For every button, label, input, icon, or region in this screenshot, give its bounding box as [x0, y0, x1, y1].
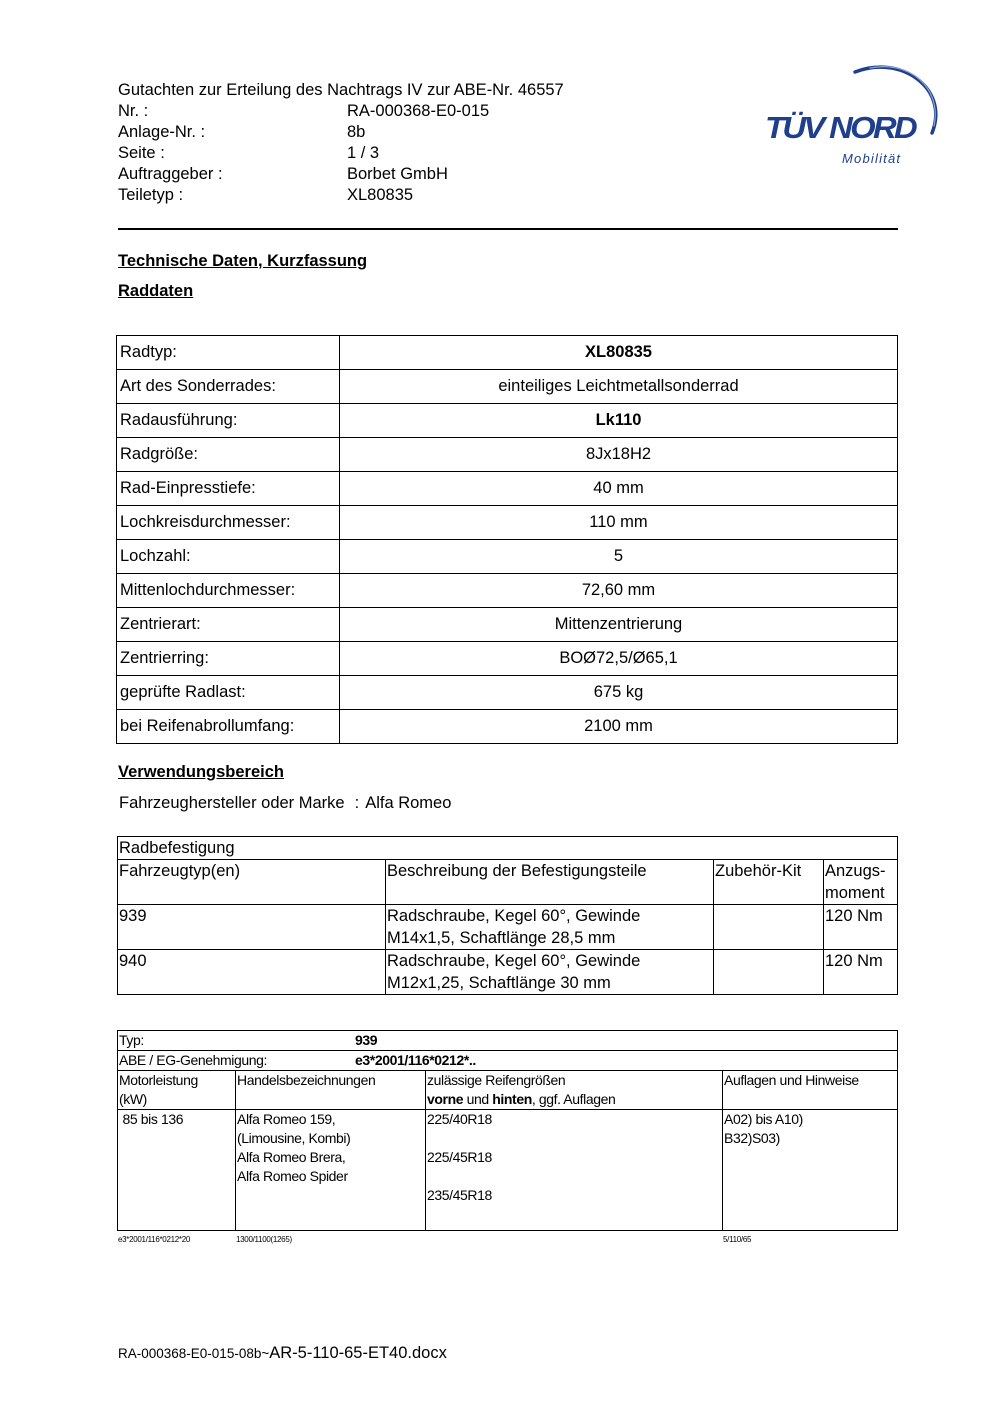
header-field-value: RA-000368-E0-015 — [347, 102, 490, 120]
reifen-und: und — [463, 1091, 493, 1107]
header-field-teiletyp — [118, 185, 564, 206]
row-label: Lochzahl: — [117, 540, 340, 574]
reifen-size: 225/40R18 — [427, 1111, 492, 1127]
section-title-technische-daten: Technische Daten, Kurzfassung — [118, 252, 368, 270]
typ-row — [118, 1031, 898, 1051]
table-row — [117, 676, 898, 710]
header-title-row — [118, 80, 564, 101]
motor-value: 85 bis 136 — [122, 1111, 184, 1127]
auflagen-line: B32)S03) — [724, 1130, 780, 1146]
header-field-value: 1 / 3 — [347, 144, 380, 162]
header-field-nr — [118, 101, 564, 122]
cell-motor — [118, 1110, 236, 1231]
reifen-hinten: hinten — [492, 1091, 532, 1107]
logo-subtitle: Mobilität — [842, 151, 902, 166]
table-header-row — [118, 860, 898, 905]
handel-line: (Limousine, Kombi) — [237, 1130, 351, 1146]
table-row — [117, 506, 898, 540]
header-field-label: Anlage-Nr. : — [118, 123, 206, 141]
table-row — [117, 472, 898, 506]
header-handelsbezeichnungen: Handelsbezeichnungen — [236, 1071, 426, 1110]
footnote-bolt: 5/110/65 — [723, 1235, 752, 1244]
header-field-value: XL80835 — [347, 186, 414, 204]
row-value: einteiliges Leichtmetallsonderrad — [340, 370, 898, 404]
header-fahrzeugtyp: Fahrzeugtyp(en) — [118, 860, 386, 905]
radbefestigung-title: Radbefestigung — [118, 837, 898, 860]
footer-doc-prefix: RA-000368-E0-015-08b~ — [118, 1346, 270, 1361]
cell-anzug: 120 Nm — [824, 950, 898, 995]
cell-typ: 939 — [118, 905, 386, 950]
table-row — [118, 905, 898, 950]
header-beschreibung: Beschreibung der Befestigungsteile — [386, 860, 714, 905]
logo-brand: TÜV NORD — [765, 110, 918, 145]
motor-line1: Motorleistung — [119, 1072, 198, 1088]
manufacturer-line — [119, 794, 451, 813]
manufacturer-separator: : — [354, 794, 360, 812]
document-header — [118, 80, 564, 206]
abe-label: ABE / EG-Genehmigung: — [119, 1052, 268, 1068]
row-value: 8Jx18H2 — [340, 438, 898, 472]
header-anzug-line1: Anzugs- — [825, 862, 886, 880]
row-value: BOØ72,5/Ø65,1 — [340, 642, 898, 676]
row-label: Radgröße: — [117, 438, 340, 472]
header-zubehoer: Zubehör-Kit — [714, 860, 824, 905]
header-field-label: Auftraggeber : — [118, 165, 223, 183]
header-field-value: Borbet GmbH — [347, 165, 448, 183]
abe-value: e3*2001/116*0212*.. — [355, 1052, 476, 1068]
cell-beschreibung — [386, 950, 714, 995]
row-label: Rad-Einpresstiefe: — [117, 472, 340, 506]
row-value: 2100 mm — [340, 710, 898, 744]
footnote-displacement: 1300/1100(1265) — [236, 1235, 292, 1244]
reifen-size: 225/45R18 — [427, 1149, 492, 1165]
row-value: Mittenzentrierung — [340, 608, 898, 642]
row-value: 72,60 mm — [340, 574, 898, 608]
row-label: Zentrierart: — [117, 608, 340, 642]
beschreibung-line1: Radschraube, Kegel 60°, Gewinde — [387, 952, 641, 970]
handel-line: Alfa Romeo Spider — [237, 1168, 348, 1184]
table-row — [117, 608, 898, 642]
header-auflagen: Auflagen und Hinweise — [723, 1071, 898, 1110]
typ-table — [117, 1030, 898, 1231]
row-label: Mittenlochdurchmesser: — [117, 574, 340, 608]
table-row — [117, 642, 898, 676]
row-label: bei Reifenabrollumfang: — [117, 710, 340, 744]
cell-zubehoer — [714, 905, 824, 950]
row-label: Art des Sonderrades: — [117, 370, 340, 404]
row-value: 5 — [340, 540, 898, 574]
abe-cell — [118, 1051, 898, 1071]
header-title: Gutachten zur Erteilung des Nachtrags IV zur ABE-Nr. 46557 — [118, 81, 564, 99]
cell-zubehoer — [714, 950, 824, 995]
table-row — [117, 336, 898, 370]
raddaten-table — [116, 335, 898, 744]
header-reifengroessen — [426, 1071, 723, 1110]
handel-line: Alfa Romeo Brera, — [237, 1149, 346, 1165]
beschreibung-line2: M14x1,5, Schaftlänge 28,5 mm — [387, 929, 616, 947]
header-field-value: 8b — [347, 123, 366, 141]
table-row — [117, 370, 898, 404]
table-row — [118, 1110, 898, 1231]
tuev-nord-logo — [760, 58, 945, 173]
row-value: XL80835 — [340, 336, 898, 370]
manufacturer-value: Alfa Romeo — [365, 794, 452, 812]
reifen-line1: zulässige Reifengrößen — [427, 1072, 566, 1088]
reifen-rest: , ggf. Auflagen — [531, 1091, 616, 1107]
abe-row — [118, 1051, 898, 1071]
header-anzugsmoment — [824, 860, 898, 905]
cell-handel — [236, 1110, 426, 1231]
table-row — [117, 540, 898, 574]
radbefestigung-table — [117, 836, 898, 995]
row-label: geprüfte Radlast: — [117, 676, 340, 710]
reifen-size: 235/45R18 — [427, 1187, 492, 1203]
header-field-seite — [118, 143, 564, 164]
header-anzug-line2: moment — [825, 884, 885, 902]
row-label: Radtyp: — [117, 336, 340, 370]
header-field-label: Seite : — [118, 144, 165, 162]
cell-typ: 940 — [118, 950, 386, 995]
reifen-vorne: vorne — [427, 1091, 464, 1107]
cell-reifen — [426, 1110, 723, 1231]
table-row — [117, 438, 898, 472]
header-divider — [118, 228, 898, 230]
auflagen-line: A02) bis A10) — [724, 1111, 803, 1127]
header-field-anlage — [118, 122, 564, 143]
header-field-label: Nr. : — [118, 102, 149, 120]
table-header-row — [118, 1071, 898, 1110]
row-value: Lk110 — [340, 404, 898, 438]
footnote-approval: e3*2001/116*0212*20 — [118, 1235, 191, 1244]
section-title-verwendungsbereich: Verwendungsbereich — [118, 763, 284, 781]
cell-beschreibung — [386, 905, 714, 950]
row-label: Lochkreisdurchmesser: — [117, 506, 340, 540]
table-row — [117, 710, 898, 744]
beschreibung-line1: Radschraube, Kegel 60°, Gewinde — [387, 907, 641, 925]
header-field-label: Teiletyp : — [118, 186, 184, 204]
table-row — [118, 950, 898, 995]
table-row — [117, 574, 898, 608]
row-value: 40 mm — [340, 472, 898, 506]
table-title-row — [118, 837, 898, 860]
cell-auflagen — [723, 1110, 898, 1231]
typ-value: 939 — [355, 1032, 378, 1048]
row-label: Zentrierring: — [117, 642, 340, 676]
header-field-auftraggeber — [118, 164, 564, 185]
typ-label: Typ: — [119, 1032, 144, 1048]
row-value: 110 mm — [340, 506, 898, 540]
section-title-raddaten: Raddaten — [118, 282, 194, 300]
typ-cell — [118, 1031, 898, 1051]
footer-doc-suffix: AR-5-110-65-ET40.docx — [269, 1344, 447, 1362]
manufacturer-label: Fahrzeughersteller oder Marke — [119, 794, 345, 812]
page-footer — [118, 1344, 447, 1363]
cell-anzug: 120 Nm — [824, 905, 898, 950]
beschreibung-line2: M12x1,25, Schaftlänge 30 mm — [387, 974, 611, 992]
motor-line2: (kW) — [119, 1091, 147, 1107]
row-label: Radausführung: — [117, 404, 340, 438]
handel-line: Alfa Romeo 159, — [237, 1111, 336, 1127]
header-motorleistung — [118, 1071, 236, 1110]
row-value: 675 kg — [340, 676, 898, 710]
table-row — [117, 404, 898, 438]
